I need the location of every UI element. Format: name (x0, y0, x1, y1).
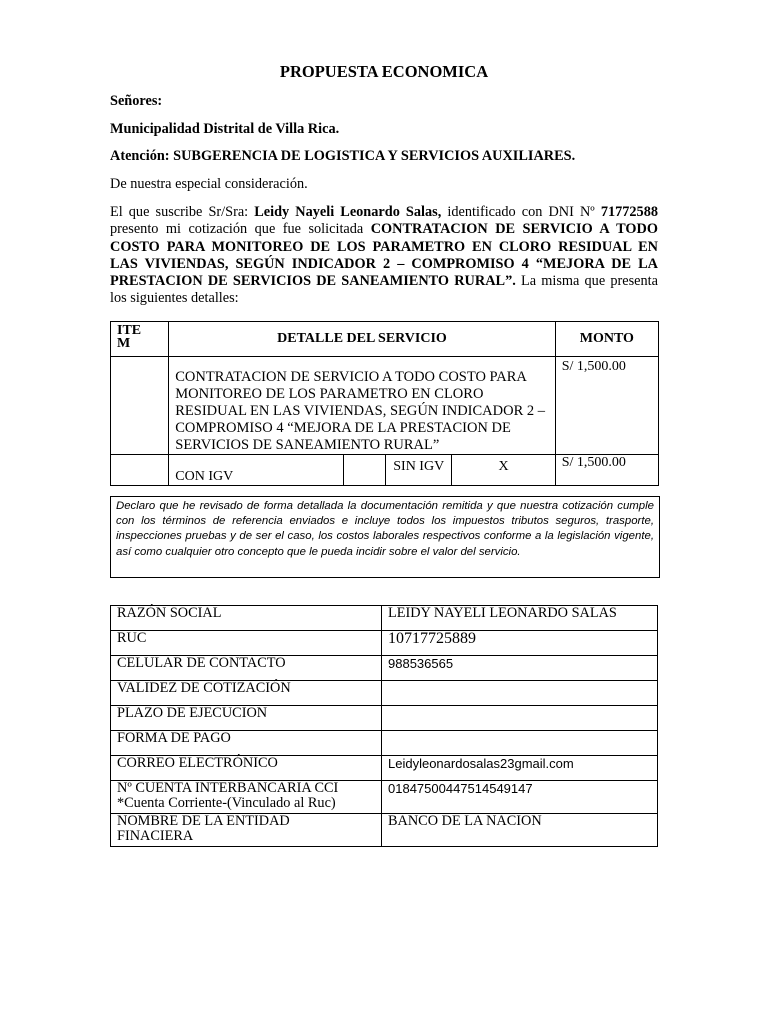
value-cell: LEIDY NAYELI LEONARDO SALAS (382, 606, 658, 631)
label-cell: CELULAR DE CONTACTO (111, 656, 382, 681)
header-detail: DETALLE DEL SERVICIO (169, 322, 555, 357)
greeting: De nuestra especial consideración. (110, 176, 308, 192)
label-cell: VALIDEZ DE COTIZACIÓN (111, 681, 382, 706)
item-cell (111, 455, 169, 486)
label-cell: PLAZO DE EJECUCION (111, 706, 382, 731)
amount-cell: S/ 1,500.00 (555, 357, 658, 455)
con-igv-mark-cell (344, 455, 386, 486)
declaration-box: Declaro que he revisado de forma detallada la documentación remitida y que nuestra cotización cumple con los términos de referencia enviados e incluye todos los impuestos tributos seguros, trasporte, inspecciones pruebas y de ser el caso, los costos laborales respectivos conforme a la legislación vigente, así como cualquier otro concepto que le pueda incidir sobre el valor del servicio. (110, 496, 660, 578)
intro-text: identificado con DNI Nº (441, 204, 601, 220)
item-cell (111, 357, 169, 455)
table-row (111, 631, 658, 656)
salutation: Señores: (110, 93, 163, 109)
table-header-row (111, 322, 659, 357)
value-cell (382, 681, 658, 706)
recipient: Municipalidad Distrital de Villa Rica. (110, 121, 340, 137)
table-row (111, 731, 658, 756)
intro-text: La misma que presenta los siguientes detalles: (110, 273, 658, 307)
value-cell: 988536565 (382, 656, 658, 681)
sin-igv-cell: SIN IGV (386, 455, 452, 486)
table-row (111, 455, 659, 486)
table-row (111, 357, 659, 455)
intro-text: presento mi cotización que fue solicitada (110, 221, 371, 238)
value-cell (382, 731, 658, 756)
contact-info-table (110, 605, 658, 847)
label-cell: FORMA DE PAGO (111, 731, 382, 756)
service-table (110, 321, 659, 486)
table-row (111, 814, 658, 847)
intro-paragraph (110, 204, 658, 308)
label-cell: Nº CUENTA INTERBANCARIA CCI *Cuenta Corriente-(Vinculado al Ruc) (111, 781, 382, 814)
value-cell (382, 706, 658, 731)
sin-igv-mark-cell: X (452, 455, 555, 486)
label-cell: NOMBRE DE LA ENTIDAD FINACIERA (111, 814, 382, 847)
attention-line: Atención: SUBGERENCIA DE LOGISTICA Y SERVICIOS AUXILIARES. (110, 148, 576, 164)
table-row (111, 656, 658, 681)
label-cell: RUC (111, 631, 382, 656)
page-title: PROPUESTA ECONOMICA (279, 62, 489, 81)
table-row (111, 756, 658, 781)
intro-text: El que suscribe Sr/Sra: (110, 204, 255, 220)
detail-cell: CONTRATACION DE SERVICIO A TODO COSTO PARA MONITOREO DE LOS PARAMETRO EN CLORO RESIDUAL EN LAS VIVIENDAS, SEGÚN INDICADOR 2 – COMPROMISO 4 “MEJORA DE LA PRESTACION DE SERVICIOS DE SANEAMIENTO RURAL” (169, 357, 555, 455)
service-name: CONTRATACION DE SERVICIO A TODO COSTO PARA MONITOREO DE LOS PARAMETRO EN CLORO RESIDUAL EN LAS VIVIENDAS, SEGÚN INDICADOR 2 – COMPROMISO 4 “MEJORA DE LA PRESTACION DE SERVICIOS DE SANEAMIENTO RURAL”. (110, 221, 658, 290)
table-row (111, 606, 658, 631)
signer-name: Leidy Nayeli Leonardo Salas, (254, 204, 442, 220)
header-item: ITE M (111, 322, 169, 357)
table-row (111, 706, 658, 731)
table-row (111, 681, 658, 706)
value-cell: 01847500447514549147 (382, 781, 658, 814)
email-value: Leidyleonardosalas23gmail.com (382, 756, 658, 781)
header-amount: MONTO (555, 322, 658, 357)
table-row (111, 781, 658, 814)
value-cell: BANCO DE LA NACION (382, 814, 658, 847)
con-igv-cell: CON IGV (169, 455, 344, 486)
value-cell: 10717725889 (382, 631, 658, 656)
label-cell: RAZÓN SOCIAL (111, 606, 382, 631)
dni-number: 71772588 (600, 204, 658, 220)
label-cell: CORREO ELECTRÓNICO (111, 756, 382, 781)
total-amount-cell: S/ 1,500.00 (555, 455, 658, 486)
